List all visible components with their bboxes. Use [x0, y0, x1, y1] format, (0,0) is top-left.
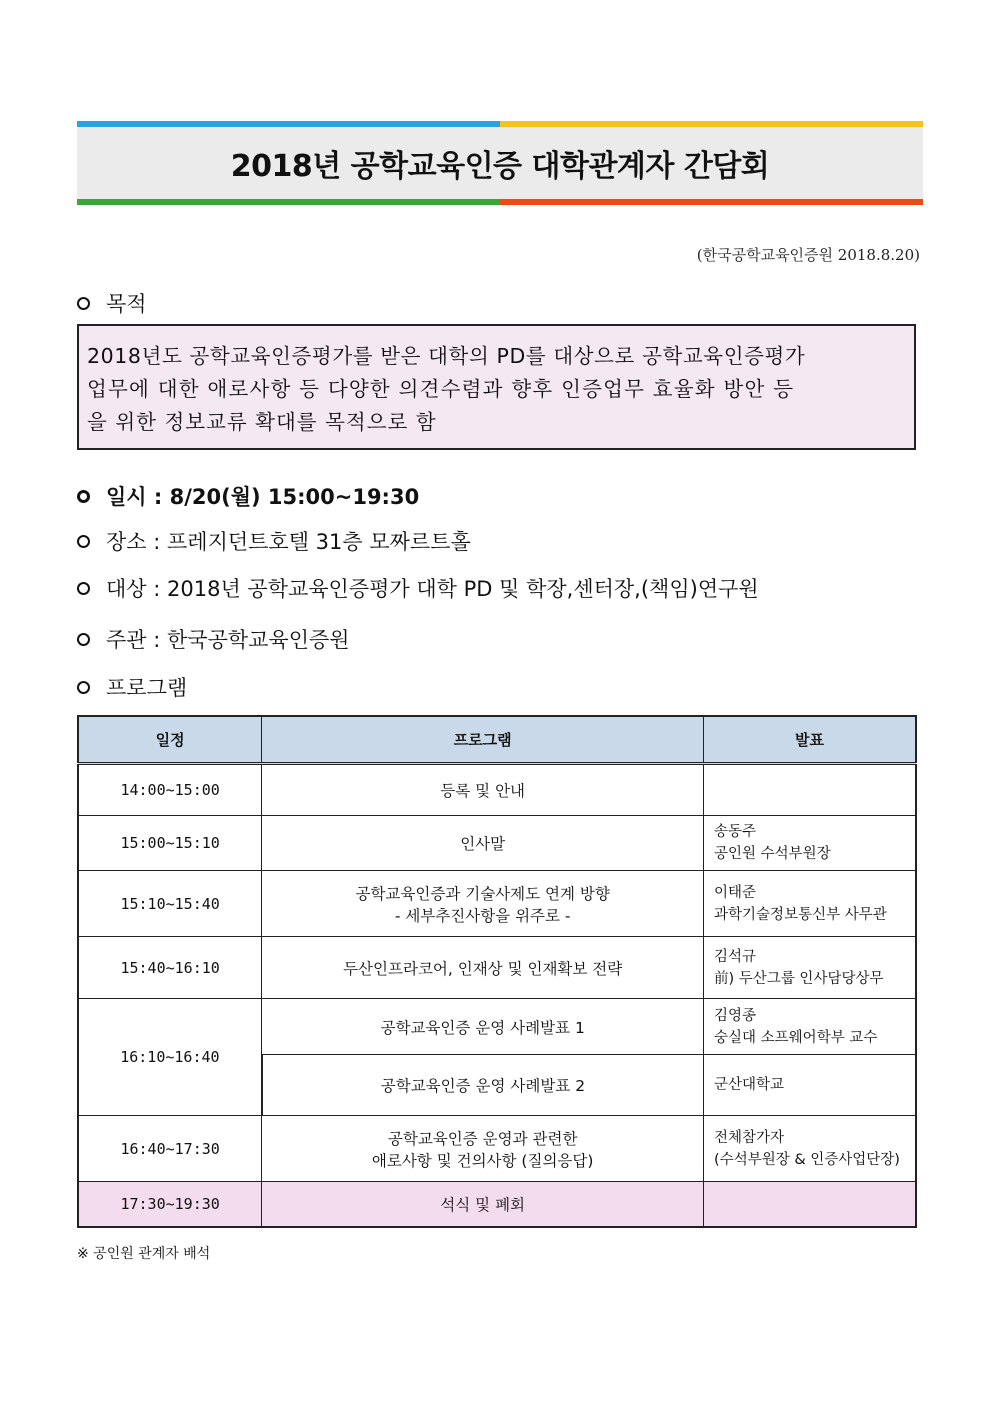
program-subline: - 세부추진사항을 위주로 - — [394, 906, 571, 925]
presenter-role: 공인원 수석부원장 — [714, 846, 831, 862]
circle-bullet-icon — [77, 490, 90, 503]
presenter-name: 이태준 — [714, 884, 757, 901]
program-heading: 프로그램 — [106, 676, 188, 700]
footnote: ※ 공인원 관계자 배석 — [77, 1246, 211, 1262]
circle-bullet-icon — [77, 633, 90, 646]
header-schedule: 일정 — [78, 716, 262, 764]
time-cell: 17:30~19:30 — [78, 1182, 262, 1227]
header-presenter: 발표 — [704, 716, 916, 764]
purpose-line: 2018년도 공학교육인증평가를 받은 대학의 PD를 대상으로 공학교육인증평가 — [87, 344, 806, 368]
circle-bullet-icon — [77, 681, 90, 694]
program-cell: 공학교육인증 운영 사례발표 2 — [262, 1055, 704, 1116]
presenter-cell — [704, 937, 916, 999]
title-bar-bottom-left — [77, 199, 500, 205]
datetime-row — [77, 481, 419, 511]
program-line: 애로사항 및 건의사항 (질의응답) — [371, 1151, 594, 1170]
program-heading-row — [77, 672, 187, 702]
presenter-cell — [704, 816, 916, 871]
table-row — [78, 937, 916, 999]
purpose-line: 업무에 대한 애로사항 등 다양한 의견수렴과 향후 인증업무 효율화 방안 등 — [87, 377, 795, 401]
circle-bullet-icon — [77, 535, 90, 548]
purpose-heading-row — [77, 288, 147, 318]
table-row — [78, 999, 916, 1055]
presenter-name: 김석규 — [714, 948, 757, 965]
program-cell: 두산인프라코어, 인재상 및 인재확보 전략 — [262, 937, 704, 999]
time-cell: 16:10~16:40 — [78, 999, 262, 1116]
circle-bullet-icon — [77, 297, 90, 310]
purpose-box — [77, 324, 916, 450]
program-line: 공학교육인증 운영과 관련한 — [387, 1129, 578, 1148]
issuer-date: (한국공학교육인증원 2018.8.20) — [696, 246, 920, 264]
datetime-text: 일시 : 8/20(월) 15:00~19:30 — [106, 485, 420, 509]
host-row — [77, 624, 350, 654]
place-row — [77, 526, 471, 556]
program-cell: 인사말 — [262, 816, 704, 871]
presenter-cell — [704, 999, 916, 1055]
program-cell: 공학교육인증 운영 사례발표 1 — [262, 999, 704, 1055]
presenter-cell — [704, 764, 916, 816]
time-cell: 15:00~15:10 — [78, 816, 262, 871]
program-cell: 석식 및 폐회 — [262, 1182, 704, 1227]
header-program: 프로그램 — [262, 716, 704, 764]
presenter-name: 전체참가자 — [714, 1129, 785, 1146]
presenter-cell: 군산대학교 — [704, 1055, 916, 1116]
purpose-heading: 목적 — [106, 292, 147, 316]
program-cell — [262, 871, 704, 937]
host-text: 주관 : 한국공학교육인증원 — [106, 628, 350, 652]
table-row — [78, 816, 916, 871]
presenter-name: 김영종 — [714, 1007, 757, 1024]
place-text: 장소 : 프레지던트호텔 31층 모짜르트홀 — [106, 530, 471, 554]
table-row — [78, 1182, 916, 1227]
table-row — [78, 1116, 916, 1182]
table-row — [78, 764, 916, 816]
target-text: 대상 : 2018년 공학교육인증평가 대학 PD 및 학장,센터장,(책임)연구원 — [106, 577, 759, 601]
presenter-role: 숭실대 소프웨어학부 교수 — [714, 1029, 878, 1046]
time-cell: 16:40~17:30 — [78, 1116, 262, 1182]
program-line: 공학교육인증과 기술사제도 연계 방향 — [355, 884, 610, 903]
purpose-line: 을 위한 정보교류 확대를 목적으로 함 — [87, 410, 437, 434]
title-bar-bottom-right — [500, 199, 923, 205]
presenter-cell — [704, 871, 916, 937]
presenter-role: (수석부원장 & 인증사업단장) — [714, 1151, 900, 1168]
presenter-role: 前) 두산그룹 인사담당상무 — [714, 970, 884, 987]
presenter-cell — [704, 1182, 916, 1227]
time-cell: 15:40~16:10 — [78, 937, 262, 999]
presenter-cell — [704, 1116, 916, 1182]
circle-bullet-icon — [77, 582, 90, 595]
title-banner — [77, 121, 923, 205]
time-cell: 14:00~15:00 — [78, 764, 262, 816]
program-cell — [262, 1116, 704, 1182]
presenter-name: 송동주 — [714, 824, 757, 840]
title-background — [77, 127, 923, 199]
program-table — [77, 715, 917, 1228]
time-cell: 15:10~15:40 — [78, 871, 262, 937]
presenter-role: 과학기술정보통신부 사무관 — [714, 906, 887, 923]
program-cell: 등록 및 안내 — [262, 764, 704, 816]
table-header-row — [78, 716, 916, 764]
table-row — [78, 871, 916, 937]
target-row — [77, 573, 759, 603]
document-title: 2018년 공학교육인증 대학관계자 간담회 — [230, 149, 770, 184]
